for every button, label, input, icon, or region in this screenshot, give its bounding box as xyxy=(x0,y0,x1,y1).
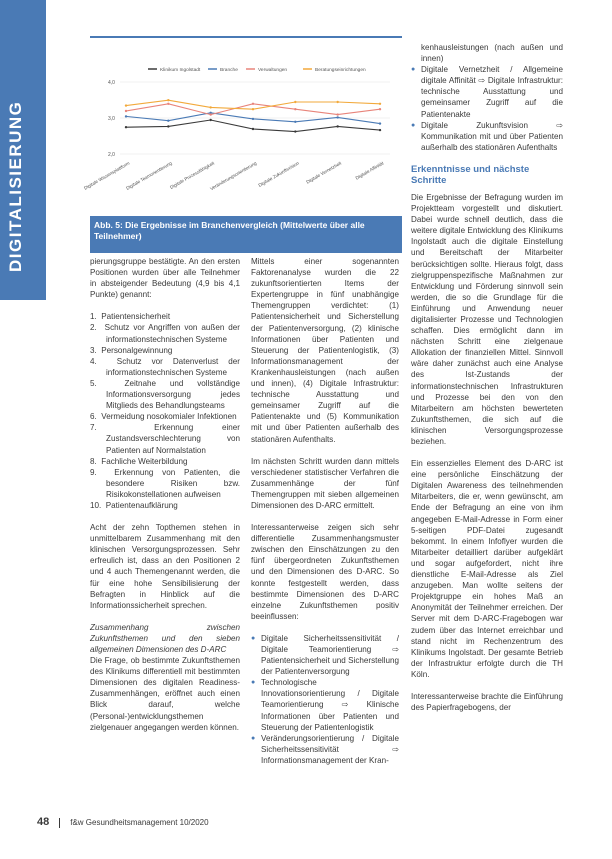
legend-label: Verwaltungen xyxy=(258,68,288,73)
bullet-list xyxy=(411,64,563,153)
paragraph: Interessanterweise zeigen sich sehr differentielle Zusammenhangsmuster zwischen den Einschätzungen zu den fünf übergeordneten Zukunftsthemen und den Dimensionen des D-ARC. So konnte festgestellt werden, dass bestimmte Dimensionen des D-ARC einzelne Zukunftsthemen positiv beeinflussen: xyxy=(251,523,399,621)
section-label: DIGITALISIERUNG xyxy=(6,100,25,272)
legend-label: Branche xyxy=(220,68,238,73)
data-point xyxy=(252,103,254,105)
paragraph: Acht der zehn Topthemen stehen in unmittelbarem Zusammenhang mit den klinischen Versorgungsprozessen. Sehr erfreulich ist, dass an den Positionen 2 und 4 auch Themengenannt werden, die für eine hohe Sensibilisierung der Befragten in Hinblick auf die Informationssicherheit sprechen. xyxy=(90,523,240,610)
list-item: 6. Vermeidung nosokomialer Infektionen xyxy=(90,412,237,422)
topics-list xyxy=(90,311,240,511)
data-point xyxy=(336,125,338,127)
data-point xyxy=(125,104,127,106)
data-point xyxy=(252,108,254,110)
data-point xyxy=(209,113,211,115)
subheading: Zusammenhang zwischen Zukunftsthemen und den sieben allgemeinen Dimensionen des D-ARC xyxy=(90,622,240,654)
data-point xyxy=(125,110,127,112)
list-item: 4. Schutz vor Datenverlust der informationstechnischen Systeme xyxy=(90,356,240,377)
x-tick-label: Digitale Teamorientierung xyxy=(125,160,173,191)
data-point xyxy=(252,118,254,120)
data-point xyxy=(379,103,381,105)
y-tick-label: 4,0 xyxy=(108,80,115,86)
column-1 xyxy=(90,256,240,744)
paragraph: Die Ergebnisse der Befragung wurden im Projektteam vorgestellt und diskutiert. Dabei wurde schnell deutlich, dass die weitere digitale Entwicklung des Klinikums Ingolstadt auch die digitale Einstellung und Bereitschaft der Mitarbeiter berücksichtigen sollte. Hieraus folgt, dass zielgruppenspezifische Maßnahmen zur Entwicklung und Förderung sinnvoll sein werden, die so die Grundlage für die Einführung und Anwendung neuer digitalisierter Prozesse und Technologien schaffen. Dies ermöglicht dann im nächsten Schritt eine zielgenaue Allokation der finanziellen Mittel. Sinnvoll wäre daher zunächst auch eine Analyse des Ist-Zustands der informationstechnischen Infrastrukturen und Prozesse bei den von den Mitarbeitern am höchsten bewerteten Zukunftsthemen, die sich auf die klinischen Versorgungsprozesse beziehen. xyxy=(411,192,563,446)
data-point xyxy=(336,101,338,103)
column-3 xyxy=(411,42,563,724)
data-point xyxy=(167,103,169,105)
y-tick-label: 2,0 xyxy=(108,152,115,158)
chart-area xyxy=(83,38,402,240)
paragraph: Interessanterweise brachte die Einführung des Papierfragebogens, der xyxy=(411,691,563,713)
x-tick-label: Digitale Affinität xyxy=(354,160,385,181)
x-tick-label: Veränderungsorientierung xyxy=(209,160,258,192)
data-point xyxy=(167,99,169,101)
journal-name: f&w Gesundheitsmanagement 10/2020 xyxy=(70,818,209,827)
paragraph: kenhausleistungen (nach außen und innen) xyxy=(421,43,563,64)
paragraph: pierungsgruppe bestätigte. An den ersten Positionen wurden über alle Teilnehmer in absteigender Bedeutung (4,9 bis 4,1 Punkte) genannt: xyxy=(90,257,240,300)
column-2 xyxy=(251,256,399,777)
paragraph: Mittels einer sogenannten Faktorenanalyse wurden die 22 zukunftsorientierten Items der Expertengruppe in fünf unabhängige Themengruppen verdichtet: (1) Patientensicherheit und Sicherstellung der Patientenversorgung, (2) klinische Informationen über Patienten und Steuerung der Patientenlogistik, (3) Informationsmanagement der Krankenhausleistungen (nach außen und innen), (4) Digitale Infrastruktur: technische Ausstattung und gemeinsamer Zugriff auf die Patientenakte und (5) Kommunikation mit und über Patienten außerhalb des stationären Aufenthalts. xyxy=(251,257,399,444)
legend-label: Beratungseinrichtungen xyxy=(315,68,366,73)
data-point xyxy=(167,125,169,127)
section-sidebar xyxy=(0,0,46,300)
line-chart xyxy=(83,38,402,218)
data-point xyxy=(125,126,127,128)
data-point xyxy=(167,120,169,122)
data-point xyxy=(209,106,211,108)
legend-label: Klinikum Ingolstadt xyxy=(160,68,201,73)
list-item: 10. Patientenaufklärung xyxy=(90,500,178,510)
list-item: 2. Schutz vor Angriffen von außen der informationstechnischen Systeme xyxy=(90,323,240,344)
list-item: ● Digitale Vernetzheit / Allgemeine digitale Affinität ⇨ Digitale Infrastruktur: technische Ausstattung und gemeinsamer Zugriff auf die Patientenakte xyxy=(411,64,563,119)
list-item: 7. Erkennung einer Zustandsverschlechterung von Patienten auf Normalstation xyxy=(90,423,240,455)
section-heading: Erkenntnisse und nächste Schritte xyxy=(411,163,530,186)
list-item: 5. Zeitnahe und vollständige Informationsversorgung jedes Mitglieds des Behandlungsteams xyxy=(90,378,240,411)
list-item: 3. Personalgewinnung xyxy=(90,345,173,355)
data-point xyxy=(379,129,381,131)
x-tick-label: Digitale Vernetzheit xyxy=(305,160,343,185)
paragraph: Im nächsten Schritt wurden dann mittels verschiedener statistischer Verfahren die Zusammenhänge der fünf Themengruppen mit sieben allgemeinen Dimensionen des D-ARC ermittelt. xyxy=(251,456,399,510)
data-point xyxy=(294,130,296,132)
data-point xyxy=(252,128,254,130)
data-point xyxy=(379,108,381,110)
footer-divider xyxy=(59,818,60,828)
data-point xyxy=(294,108,296,110)
data-point xyxy=(294,121,296,123)
data-point xyxy=(379,122,381,124)
list-item: ● Veränderungsorientierung / Digitale Sicherheitssensitivität ⇨ Informationsmanagement der Kran- xyxy=(251,733,399,766)
page-number: 48 xyxy=(37,816,50,828)
list-item: ● Digitale Sicherheitssensitivität / Digitale Teamorientierung ⇨ Patientensicherheit und Sicherstellung der Patientenversorgung xyxy=(251,633,399,677)
data-point xyxy=(336,113,338,115)
data-point xyxy=(125,115,127,117)
figure-caption: Abb. 5: Die Ergebnisse im Branchenvergleich (Mittelwerte über alle Teilnehmer) xyxy=(90,216,402,253)
data-point xyxy=(336,116,338,118)
list-item: 9. Erkennung von Patienten, die besondere Risiken bzw. Risikokonstellationen aufweisen xyxy=(90,467,240,499)
list-item: ● Digitale Zukunftsvision ⇨ Kommunikation mit und über Patienten außerhalb des stationären Aufenthalts xyxy=(411,120,563,153)
list-item: 1. Patientensicherheit xyxy=(90,312,171,322)
x-tick-label: Digitale Wissensplattform xyxy=(83,160,131,191)
bullet-list xyxy=(251,633,399,766)
page-footer xyxy=(37,816,209,828)
paragraph: Die Frage, ob bestimmte Zukunftsthemen des Klinikums differentiell mit bestimmten Dimensionen des digitalen Readiness-Zusammenhängen, eröffnet auch einen Blick darauf, welche (Personal-)entwicklungsthemen zielgenauer angegangen werden können. xyxy=(90,656,240,732)
list-item: 8. Fachliche Weiterbildung xyxy=(90,456,188,466)
data-point xyxy=(209,119,211,121)
y-tick-label: 3,0 xyxy=(108,116,115,122)
x-tick-label: Digitale Prozessfähigkeit xyxy=(169,160,216,191)
list-item: ● Technologische Innovationsorientierung / Digitale Teamorientierung ⇨ Klinische Informationen über Patienten und Steuerung der Patientenlogistik xyxy=(251,677,399,732)
data-point xyxy=(294,101,296,103)
x-tick-label: Digitale Zukunftsvision xyxy=(257,160,300,188)
paragraph: Ein essenzielles Element des D-ARC ist eine persönliche Einschätzung der Digitalen Awareness des teilnehmenden Mitarbeiters, die er, wenn gewünscht, am Ende der Befragung an eine von ihm angegeben E-Mail-Adresse in Form einer 5-seitigen PDF-Datei zugesandt bekommt. In einem Infoflyer wurden die Mitarbeiter detailliert darüber aufgeklärt und sogar aufgefordert, nicht ihre dienstliche E-Mail-Adresse als Ziel anzugeben. Man wollte seitens der Projektgruppe ein hohes Maß an Anonymität der Teilnehmer erreichen. Der Server mit dem D-ARC-Fragebogen war zudem über das Internet erreichbar und stand nicht im Rechenzentrum des Klinikums Ingolstadt. Der gesamte Betrieb der Infrastruktur erfolgte durch die TH Köln. xyxy=(411,459,563,679)
